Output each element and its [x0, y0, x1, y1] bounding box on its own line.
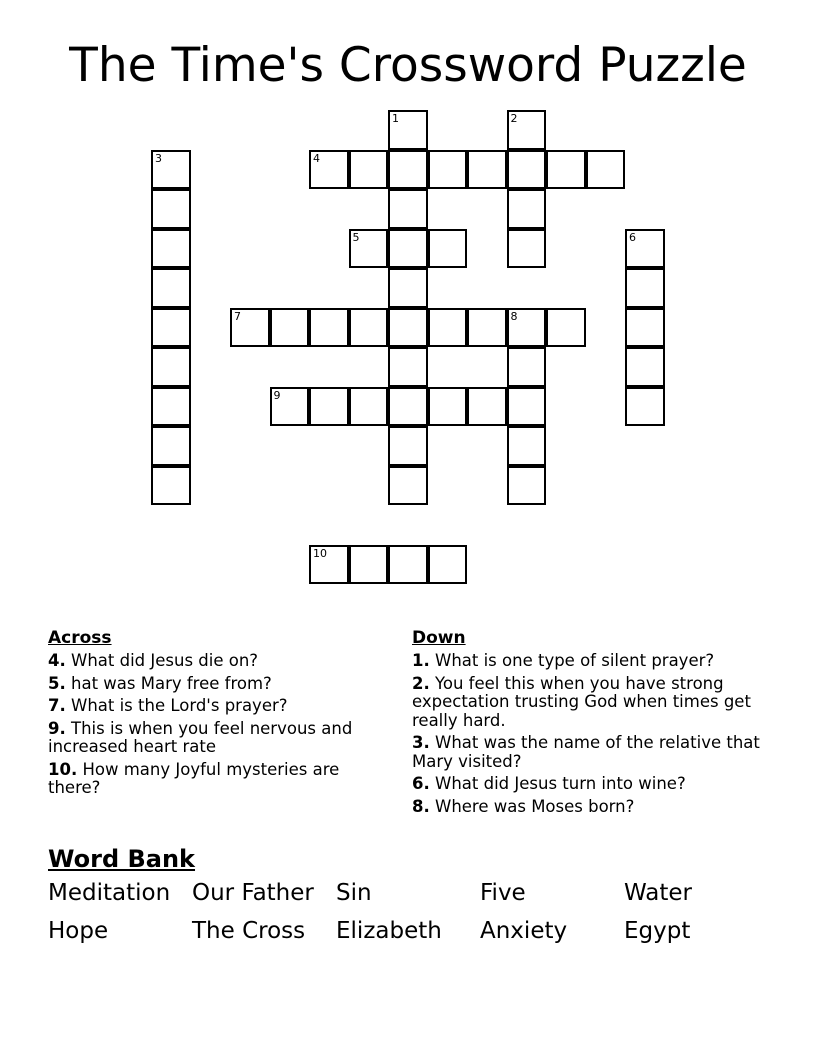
clue-number: 8.	[412, 796, 430, 816]
grid-cell[interactable]	[349, 387, 389, 427]
grid-cell[interactable]	[467, 150, 507, 190]
grid-cell[interactable]	[388, 150, 428, 190]
clue-number-label: 4	[313, 151, 320, 165]
grid-cell[interactable]	[349, 150, 389, 190]
grid-cell[interactable]	[151, 189, 191, 229]
clue-number: 7.	[48, 696, 66, 715]
across-clues	[48, 628, 393, 802]
grid-cell[interactable]	[151, 268, 191, 308]
clue-number-label: 9	[273, 388, 281, 402]
grid-cell[interactable]	[625, 268, 665, 308]
clue-text: How many Joyful mysteries are there?	[48, 759, 340, 797]
down-clues	[412, 628, 772, 820]
down-clue-8	[412, 798, 772, 817]
down-clue-3	[412, 734, 772, 771]
grid-cell[interactable]	[428, 308, 468, 348]
clue-number-label: 2	[510, 112, 518, 125]
grid-cell[interactable]	[546, 308, 586, 348]
grid-cell[interactable]	[507, 229, 547, 269]
grid-cell[interactable]	[388, 466, 428, 506]
grid-cell[interactable]	[151, 150, 191, 190]
grid-cell[interactable]	[388, 387, 428, 427]
grid-cell[interactable]	[507, 387, 547, 427]
grid-cell[interactable]	[388, 189, 428, 229]
word-bank-word: Five	[480, 880, 526, 906]
clue-number: 10.	[48, 759, 78, 779]
page-title: The Time's Crossword Puzzle	[69, 38, 747, 93]
grid-cell[interactable]	[388, 229, 428, 269]
grid-cell[interactable]	[507, 110, 547, 150]
clue-number-label: 7	[234, 309, 241, 323]
across-clue-7	[48, 697, 393, 716]
grid-cell[interactable]	[507, 347, 547, 387]
grid-cell[interactable]	[625, 347, 665, 387]
clue-number-label: 1	[392, 112, 399, 125]
grid-cell[interactable]	[270, 308, 310, 348]
across-clue-9	[48, 720, 393, 757]
grid-cell[interactable]	[507, 426, 547, 466]
grid-cell[interactable]	[270, 387, 310, 427]
word-bank-word: Water	[624, 880, 692, 906]
grid-cell[interactable]	[309, 150, 349, 190]
clue-text: What is the Lord's prayer?	[71, 696, 288, 715]
word-bank	[48, 880, 768, 944]
word-bank-word: Hope	[48, 918, 109, 944]
clue-number: 1.	[412, 651, 430, 670]
grid-cell[interactable]	[625, 387, 665, 427]
word-bank-title: Word Bank	[48, 845, 196, 873]
across-clue-10	[48, 761, 393, 798]
grid-cell[interactable]	[230, 308, 270, 348]
clue-number-label: 5	[352, 230, 360, 244]
clue-number: 6.	[412, 774, 430, 793]
clue-text: What did Jesus die on?	[71, 651, 259, 670]
grid-cell[interactable]	[151, 229, 191, 269]
clue-number: 2.	[412, 673, 430, 693]
grid-cell[interactable]	[507, 150, 547, 190]
across-clue-5	[48, 675, 393, 694]
clue-text: Where was Moses born?	[435, 796, 635, 816]
grid-cell[interactable]	[428, 545, 468, 585]
grid-cell[interactable]	[151, 387, 191, 427]
grid-cell[interactable]	[507, 308, 547, 348]
grid-cell[interactable]	[625, 229, 665, 269]
grid-cell[interactable]	[309, 387, 349, 427]
clue-text: What is one type of silent prayer?	[435, 651, 715, 670]
grid-cell[interactable]	[349, 229, 389, 269]
grid-cell[interactable]	[151, 426, 191, 466]
word-bank-word: Sin	[336, 880, 372, 906]
grid-cell[interactable]	[151, 466, 191, 506]
clue-number: 9.	[48, 718, 66, 738]
across-heading: Across	[48, 628, 112, 648]
down-clue-1	[412, 652, 772, 671]
grid-cell[interactable]	[309, 308, 349, 348]
grid-cell[interactable]	[467, 387, 507, 427]
grid-cell[interactable]	[428, 387, 468, 427]
grid-cell[interactable]	[349, 308, 389, 348]
grid-cell[interactable]	[428, 229, 468, 269]
grid-cell[interactable]	[586, 150, 626, 190]
clue-text: You feel this when you have strong expectation trusting God when times get really hard.	[412, 673, 751, 730]
clue-text: What did Jesus turn into wine?	[435, 774, 686, 793]
clue-number: 3.	[412, 733, 430, 752]
down-heading: Down	[412, 628, 466, 648]
clue-text: What was the name of the relative that Mary visited?	[412, 733, 760, 771]
clue-text: This is when you feel nervous and increased heart rate	[48, 718, 353, 756]
word-bank-word: Meditation	[48, 880, 171, 906]
clue-number-label: 8	[510, 309, 518, 323]
down-clue-6	[412, 775, 772, 794]
grid-cell[interactable]	[388, 110, 428, 150]
down-clue-2	[412, 675, 772, 731]
grid-cell[interactable]	[388, 308, 428, 348]
grid-cell[interactable]	[507, 466, 547, 506]
word-bank-word: Elizabeth	[336, 918, 442, 944]
grid-cell[interactable]	[151, 347, 191, 387]
grid-cell[interactable]	[546, 150, 586, 190]
grid-cell[interactable]	[388, 545, 428, 585]
clue-number: 5.	[48, 673, 66, 693]
clue-text: hat was Mary free from?	[71, 673, 272, 693]
grid-cell[interactable]	[428, 150, 468, 190]
clue-number-label: 10	[313, 546, 327, 560]
clue-number-label: 3	[155, 151, 162, 165]
grid-cell[interactable]	[507, 189, 547, 229]
grid-cell[interactable]	[388, 426, 428, 466]
grid-cell[interactable]	[467, 308, 507, 348]
grid-cell[interactable]	[388, 347, 428, 387]
word-bank-word: Our Father	[192, 880, 314, 906]
grid-cell[interactable]	[151, 308, 191, 348]
clue-number-label: 6	[629, 230, 636, 244]
grid-cell[interactable]	[309, 545, 349, 585]
word-bank-word: The Cross	[192, 918, 306, 944]
word-bank-word: Egypt	[624, 918, 691, 944]
clue-number: 4.	[48, 651, 66, 670]
grid-cell[interactable]	[388, 268, 428, 308]
across-clue-4	[48, 652, 393, 671]
grid-cell[interactable]	[349, 545, 389, 585]
grid-cell[interactable]	[625, 308, 665, 348]
word-bank-word: Anxiety	[480, 918, 568, 944]
